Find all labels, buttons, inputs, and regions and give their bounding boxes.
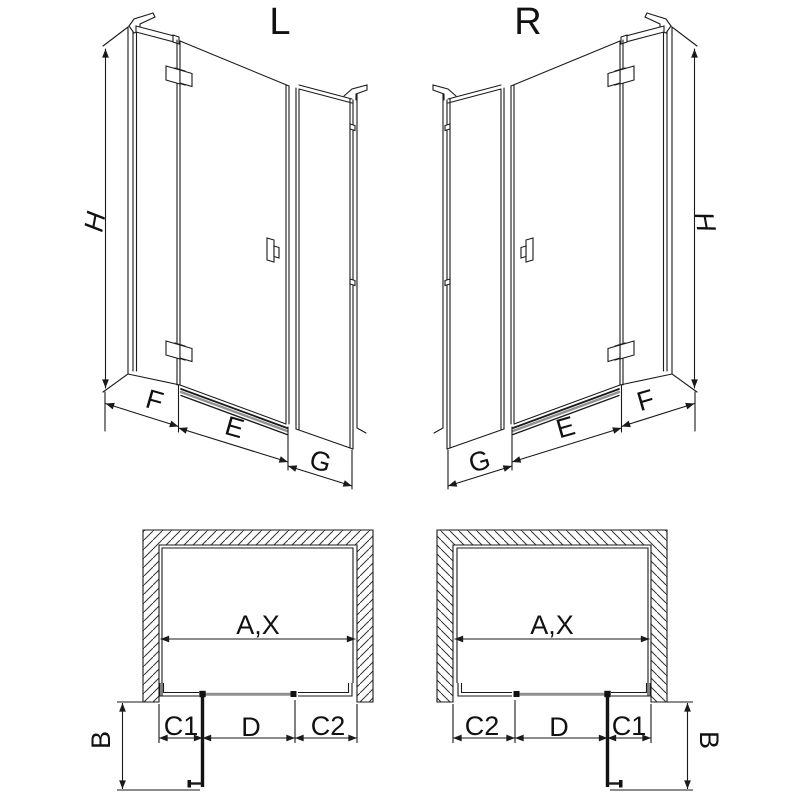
iso-left-title: L [269, 1, 291, 43]
iso-right-title: R [514, 1, 542, 43]
plan-right-depth-label: B [694, 730, 724, 750]
plan-left-depth-label: B [86, 730, 116, 750]
iso-left-height-label: H [78, 209, 112, 235]
iso-right-panel-f-label: F [633, 383, 658, 418]
plan-right-door-width-label: D [549, 712, 569, 742]
iso-right-height-label: H [688, 209, 722, 235]
iso-left-panel-g-label: G [306, 444, 335, 479]
plan-left-c1-label: C1 [163, 711, 199, 741]
iso-left-panel-f-label: F [142, 383, 167, 418]
plan-right-drawing [437, 530, 693, 790]
plan-right-width-label: A,X [530, 610, 574, 640]
iso-right-panel-g-label: G [465, 444, 494, 479]
plan-left-width-label: A,X [236, 610, 280, 640]
plan-left-c2-label: C2 [310, 711, 346, 741]
plan-left-drawing [117, 530, 373, 790]
plan-right-c1-label: C1 [611, 711, 647, 741]
iso-left-door-label: E [221, 410, 248, 445]
plan-left-door-width-label: D [241, 712, 261, 742]
plan-right-c2-label: C2 [464, 711, 500, 741]
iso-right-door-label: E [552, 410, 579, 445]
